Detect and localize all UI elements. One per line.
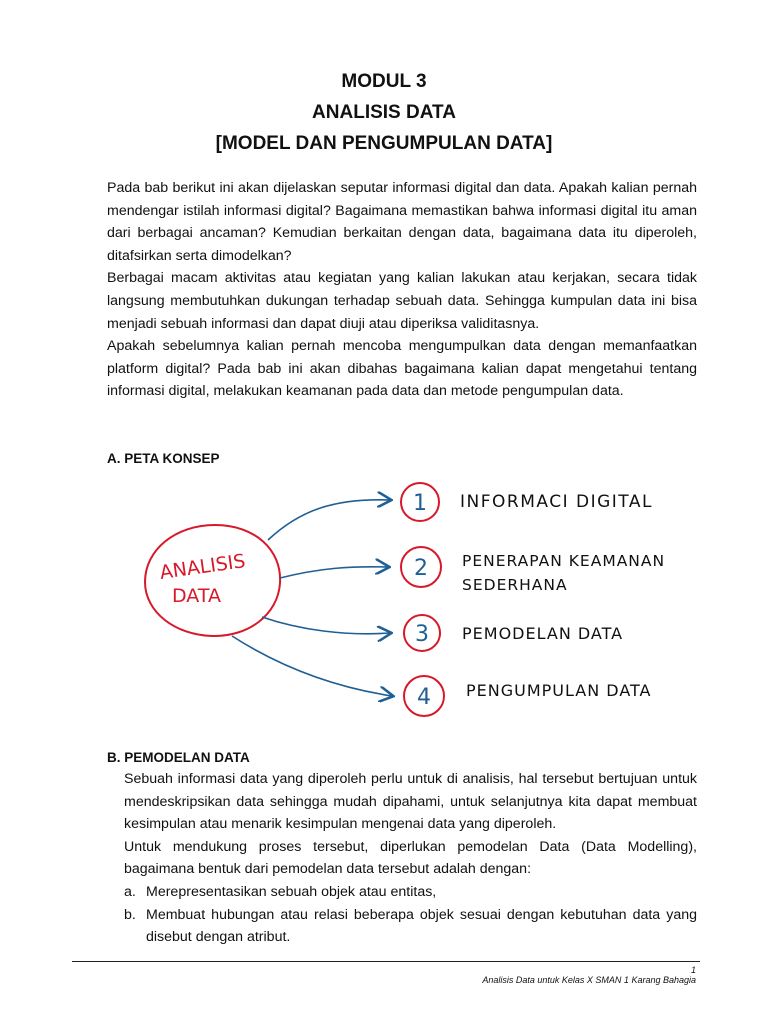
intro-paragraph-3: Apakah sebelumnya kalian pernah mencoba mengumpulkan data dengan memanfaatkan platform digital? Pada bab ini akan dibahas bagaimana kalian dapat mengetahui tentang informasi digital, melakukan keamanan pada data dan metode pengumpulan data. bbox=[107, 338, 697, 400]
section-b-paragraph-1: Sebuah informasi data yang diperoleh perlu untuk di analisis, hal tersebut bertujuan untuk mendeskripsikan data sehingga mudah dipahami, untuk selanjutnya kita dapat membuat kesimpulan atau menarik kesimpulan mengenai data yang diperoleh. bbox=[124, 771, 697, 833]
list-item bbox=[124, 881, 697, 904]
center-label-1: ANALISIS bbox=[158, 550, 247, 584]
list-marker: b. bbox=[124, 906, 136, 923]
module-title bbox=[0, 66, 768, 159]
node-2-number: 2 bbox=[414, 556, 428, 581]
node-1-label: INFORMACI DIGITAL bbox=[460, 492, 653, 512]
section-b-body bbox=[124, 768, 697, 949]
arrow-2 bbox=[280, 567, 388, 578]
node-3-number: 3 bbox=[415, 622, 429, 647]
page-number: 1 bbox=[690, 965, 696, 975]
arrow-3 bbox=[262, 617, 390, 634]
node-2-label: PENERAPAN KEAMANAN bbox=[462, 552, 666, 570]
node-1-number: 1 bbox=[413, 491, 427, 516]
intro-paragraph-1: Pada bab berikut ini akan dijelaskan seputar informasi digital dan data. Apakah kalian pernah mendengar istilah informasi digital? Bagaimana memastikan bahwa informasi digital itu aman dari berbagai ancaman? Kemudian berkaitan dengan data, bagaimana data itu diperoleh, ditafsirkan serta dimodelkan? bbox=[107, 180, 697, 264]
intro-text bbox=[107, 177, 697, 403]
list-text: Merepresentasikan sebuah objek atau entitas, bbox=[146, 883, 437, 900]
section-a-heading: A. PETA KONSEP bbox=[107, 451, 220, 466]
node-3-label: PEMODELAN DATA bbox=[462, 624, 624, 643]
concept-map bbox=[120, 470, 720, 730]
module-number: MODUL 3 bbox=[341, 71, 427, 92]
intro-paragraph-2: Berbagai macam aktivitas atau kegiatan yang kalian lakukan atau kerjakan, secara tidak langsung membutuhkan dukungan terhadap sebuah data. Sehingga kumpulan data ini bisa menjadi sebuah informasi dan dapat diuji atau diperiksa validitasnya. bbox=[107, 270, 697, 332]
node-2-label-line2: SEDERHANA bbox=[462, 576, 568, 594]
section-b-paragraph-2: Untuk mendukung proses tersebut, diperlukan pemodelan Data (Data Modelling), bagaimana bentuk dari pemodelan data tersebut adalah dengan: bbox=[124, 838, 697, 878]
center-label-2: DATA bbox=[172, 585, 221, 607]
arrow-4 bbox=[232, 636, 392, 696]
list-marker: a. bbox=[124, 883, 136, 900]
list-item bbox=[124, 904, 697, 949]
module-subtitle: [MODEL DAN PENGUMPULAN DATA] bbox=[215, 133, 553, 154]
section-b-heading: B. PEMODELAN DATA bbox=[107, 750, 250, 765]
arrow-1 bbox=[268, 500, 390, 540]
footer-divider bbox=[72, 961, 700, 962]
node-4-number: 4 bbox=[417, 685, 431, 710]
node-4-label: PENGUMPULAN DATA bbox=[466, 681, 652, 700]
module-topic: ANALISIS DATA bbox=[312, 102, 456, 123]
footer-text: Analisis Data untuk Kelas X SMAN 1 Karang Bahagia bbox=[482, 975, 696, 985]
list-text: Membuat hubungan atau relasi beberapa objek sesuai dengan kebutuhan data yang disebut dengan atribut. bbox=[146, 906, 697, 946]
